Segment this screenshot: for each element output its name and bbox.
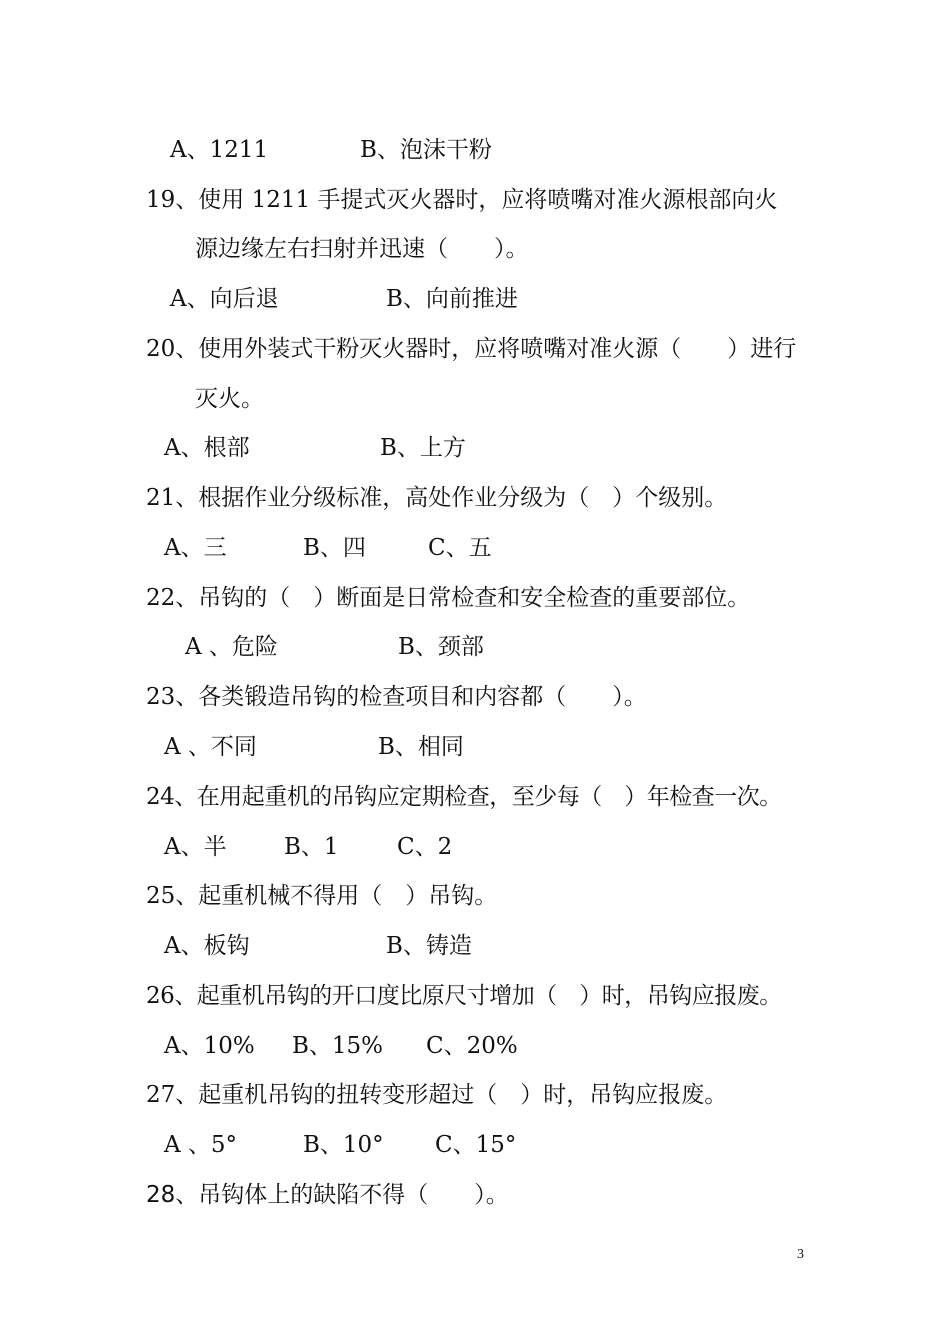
question-27: 27、起重机吊钩的扭转变形超过（ ）时，吊钩应报废。	[146, 1082, 728, 1108]
question-22: 22、吊钩的（ ）断面是日常检查和安全检查的重要部位。	[146, 585, 751, 611]
option-b: B、1	[284, 834, 339, 860]
option-a: A、10%	[164, 1033, 255, 1059]
question-19-continued: 源边缘左右扫射并迅速（ ）。	[195, 236, 529, 262]
option-b: B、上方	[380, 435, 466, 461]
option-a: A、1211	[170, 137, 269, 163]
option-b: B、颈部	[398, 634, 484, 660]
question-20-continued: 灭火。	[195, 386, 264, 412]
option-c: C、20%	[426, 1033, 518, 1059]
option-c: C、15°	[435, 1132, 517, 1158]
page-number: 3	[797, 1247, 804, 1262]
option-b: B、15%	[292, 1033, 384, 1059]
option-b: B、10°	[303, 1132, 384, 1158]
option-a: A、半	[164, 834, 227, 860]
question-20: 20、使用外装式干粉灭火器时，应将喷嘴对准火源（ ）进行	[146, 336, 797, 362]
option-b: B、四	[303, 535, 366, 561]
question-24: 24、在用起重机的吊钩应定期检查，至少每（ ）年检查一次。	[146, 784, 782, 810]
option-a: A 、不同	[164, 734, 257, 760]
question-25: 25、起重机械不得用（ ）吊钩。	[146, 883, 498, 909]
option-c: C、五	[428, 535, 492, 561]
option-a: A、向后退	[170, 286, 279, 312]
option-b: B、相同	[378, 734, 464, 760]
option-b: B、向前推进	[386, 286, 518, 312]
option-c: C、2	[397, 834, 453, 860]
option-b: B、铸造	[386, 933, 472, 959]
option-a: A、三	[164, 535, 227, 561]
question-19: 19、使用 1211 手提式灭火器时，应将喷嘴对准火源根部向火	[146, 187, 778, 213]
option-a: A、板钩	[164, 933, 250, 959]
question-26: 26、起重机吊钩的开口度比原尺寸增加（ ）时，吊钩应报废。	[146, 983, 782, 1009]
option-b: B、泡沫干粉	[360, 137, 492, 163]
question-23: 23、各类锻造吊钩的检查项目和内容都（ ）。	[146, 684, 647, 710]
question-28: 28、吊钩体上的缺陷不得（ ）。	[146, 1182, 509, 1208]
option-a: A、根部	[164, 435, 250, 461]
question-21: 21、根据作业分级标准，高处作业分级为（ ）个级别。	[146, 485, 728, 511]
option-a: A 、5°	[164, 1132, 238, 1158]
option-a: A 、危险	[185, 634, 278, 660]
